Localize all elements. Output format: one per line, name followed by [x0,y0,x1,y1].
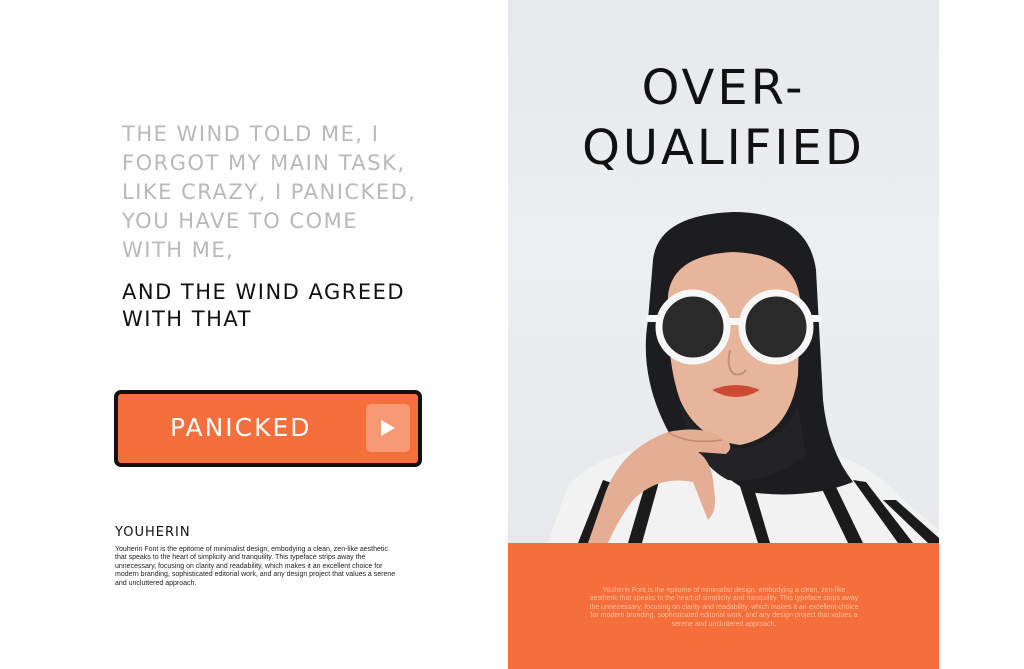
poem-line: FORGOT MY MAIN TASK, [122,151,406,175]
panicked-button-label: PANICKED [170,413,312,442]
poem-line: LIKE CRAZY, I PANICKED, [122,180,417,204]
poem-gray-text [122,120,452,265]
poster-headline [508,58,939,178]
brand-title: YOUHERIN [115,525,191,540]
poem-line: YOU HAVE TO COME [122,209,358,233]
poem-line: WITH THAT [122,307,252,331]
woman-portrait-illustration [508,200,939,543]
portrait-photo [508,0,939,543]
poster-panel [508,0,939,669]
left-panel [0,0,508,669]
poem-dark-text [122,279,452,333]
orange-info-panel [508,543,939,669]
play-button[interactable] [366,404,410,452]
poem-line: AND THE WIND AGREED [122,280,406,304]
headline-line: OVER- [641,60,806,116]
right-margin [939,0,1024,669]
play-icon [379,419,397,437]
brand-description: Youherin Font is the epitome of minimalist design, embodying a clean, zen-like aesthetic that speaks to the heart of simplicity and tranquility. This typeface strips away the unnecessary, focusing on clarity and readability, which makes it an excellent choice for modern branding, sophisticated editorial work, and any design project that values a serene and uncluttered approach. [115,546,396,587]
headline-line: QUALIFIED [582,120,865,176]
panel-description: Youherin Font is the epitome of minimalist design, embodying a clean, zen-like aesthetic that speaks to the heart of simplicity and tranquility. This typeface strips away the unnecessary, focusing on clarity and readability, which makes it an excellent choice for modern branding, sophisticated editorial work, and any design project that values a serene and uncluttered approach. [589,587,859,628]
poem-line: THE WIND TOLD ME, I [122,122,380,146]
poem-line: WITH ME, [122,238,235,262]
panicked-button[interactable] [114,390,422,467]
